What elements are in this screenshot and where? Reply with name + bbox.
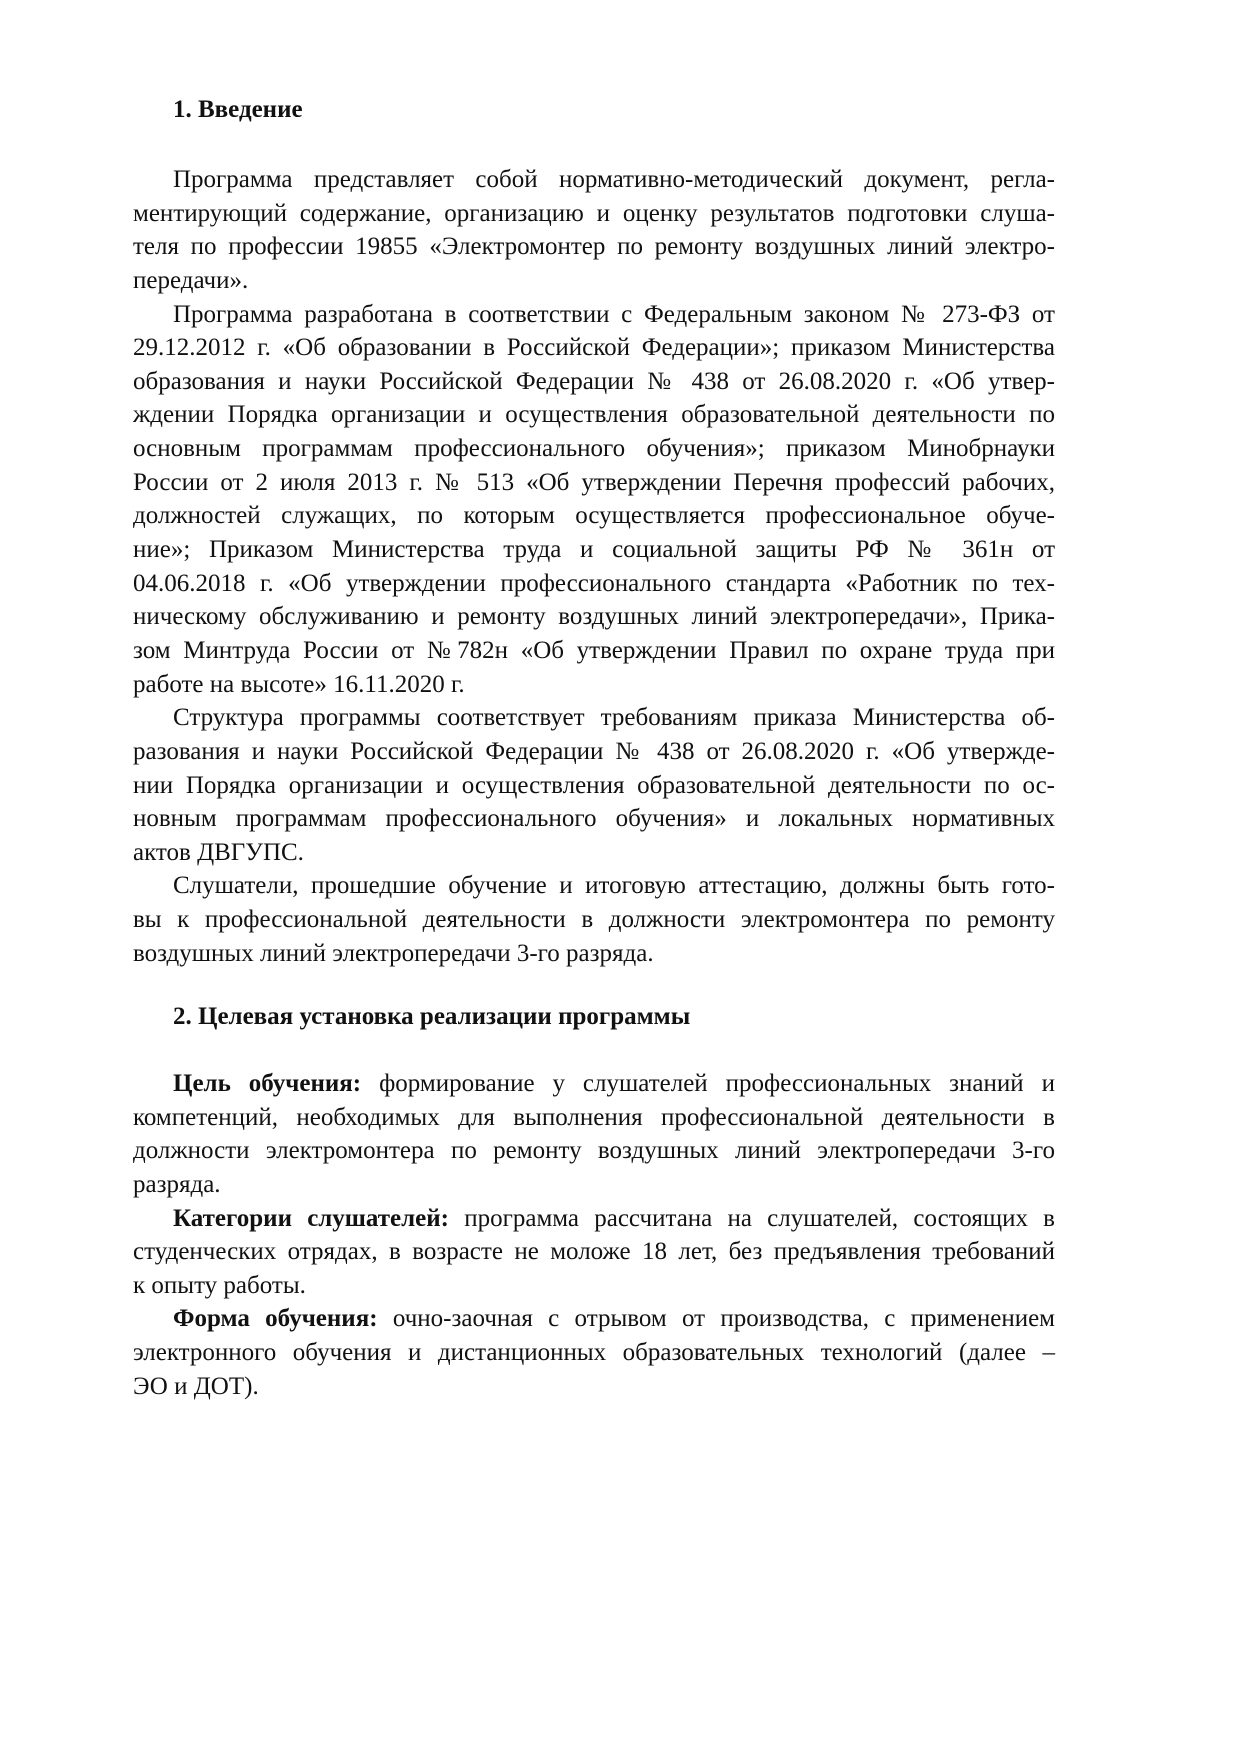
definition-term: Цель обучения: [173, 1070, 362, 1097]
definition-text: очно-заочная с отрывом от производства, с применением [392, 1305, 1056, 1333]
paragraph-line: новным программам профессионального обучения» и локальных нормативных [133, 805, 1055, 833]
paragraph-line: Программа представляет собой нормативно-методический документ, регла- [173, 166, 1055, 193]
definition-paragraph [133, 1302, 1055, 1403]
definition-paragraph [133, 1067, 1055, 1202]
paragraph-line: работе на высоте» 16.11.2020 г. [133, 670, 465, 698]
paragraph-line: Слушатели, прошедшие обучение и итоговую аттестацию, должны быть гото- [173, 872, 1055, 900]
paragraph-line: России от 2 июля 2013 г. № 513 «Об утверждении Перечня профессий рабочих, [133, 468, 1055, 496]
paragraph-line: 29.12.2012 г. «Об образовании в Российской Федерации»; приказом Министерства [133, 334, 1055, 362]
paragraph-line: теля по профессии 19855 «Электромонтер по ремонту воздушных линий электро- [133, 233, 1055, 261]
paragraph [133, 163, 1055, 298]
paragraph-line: 04.06.2018 г. «Об утверждении профессионального стандарта «Работник по тех- [133, 569, 1055, 597]
paragraph-line: основным программам профессионального обучения»; приказом Минобрнауки [133, 435, 1055, 463]
section-1-body [133, 163, 1055, 970]
paragraph-line: студенческих отрядах, в возрасте не моложе 18 лет, без предъявления требований [133, 1238, 1055, 1266]
paragraph [133, 869, 1055, 970]
paragraph-line: ническому обслуживанию и ремонту воздушных линий электропередачи», Прика- [133, 603, 1055, 631]
paragraph-line [133, 1302, 1055, 1336]
paragraph-line: ждении Порядка организации и осуществления образовательной деятельности по [133, 401, 1055, 429]
paragraph-line: компетенций, необходимых для выполнения профессиональной деятельности в [133, 1103, 1055, 1131]
definition-term: Категории слушателей: [173, 1204, 449, 1232]
paragraph-line [133, 1067, 1055, 1101]
paragraph [133, 701, 1055, 869]
paragraph-line: должности электромонтера по ремонту воздушных линий электропередачи 3-го [133, 1137, 1055, 1165]
paragraph-line: ЭО и ДОТ). [133, 1372, 259, 1400]
section-2-body [133, 1067, 1055, 1403]
paragraph-line: Программа разработана в соответствии с Федеральным законом № 273-ФЗ от [173, 300, 1055, 328]
paragraph-line: образования и науки Российской Федерации № 438 от 26.08.2020 г. «Об утвер- [133, 367, 1055, 395]
paragraph-line: разряда. [133, 1170, 221, 1198]
paragraph-line: должностей служащих, по которым осуществляется профессиональное обуче- [133, 502, 1055, 530]
definition-text: программа рассчитана на слушателей, состоящих в [464, 1204, 1055, 1232]
paragraph-line: нии Порядка организации и осуществления образовательной деятельности по ос- [133, 771, 1055, 799]
paragraph-line: ментирующий содержание, организацию и оценку результатов подготовки слуша- [133, 199, 1055, 227]
paragraph [133, 298, 1055, 702]
paragraph-line: к опыту работы. [133, 1271, 306, 1299]
paragraph-line: Структура программы соответствует требованиям приказа Министерства об- [173, 704, 1055, 732]
paragraph-line: передачи». [133, 266, 249, 294]
definition-text: формирование у слушателей профессиональных знаний и [379, 1070, 1055, 1097]
definition-term: Форма обучения: [173, 1305, 378, 1333]
paragraph-line: вы к профессиональной деятельности в должности электромонтера по ремонту [133, 906, 1055, 934]
paragraph-line: электронного обучения и дистанционных образовательных технологий (далее – [133, 1339, 1055, 1367]
paragraph-line: разования и науки Российской Федерации № 438 от 26.08.2020 г. «Об утвержде- [133, 737, 1055, 765]
paragraph-line: актов ДВГУПС. [133, 838, 304, 866]
paragraph-line: ние»; Приказом Министерства труда и социальной защиты РФ № 361н от [133, 536, 1055, 564]
section-1-heading: 1. Введение [173, 96, 303, 123]
paragraph-line [133, 1202, 1055, 1236]
paragraph-line: зом Минтруда России от №782н «Об утверждении Правил по охране труда при [133, 636, 1055, 664]
definition-paragraph [133, 1202, 1055, 1303]
paragraph-line: воздушных линий электропередачи 3-го разряда. [133, 939, 654, 967]
section-2-heading: 2. Целевая установка реализации программы [173, 1003, 691, 1030]
